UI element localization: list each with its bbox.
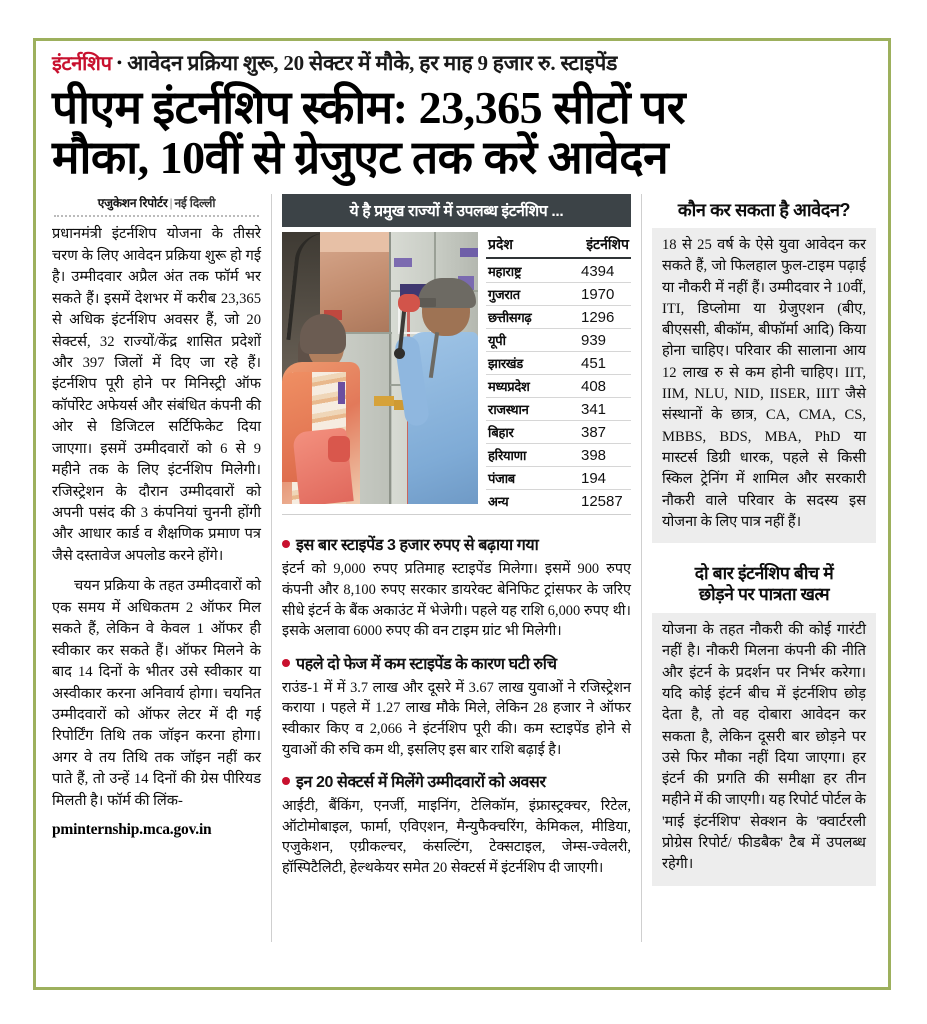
bullet-section [282,652,631,760]
table-row [486,306,631,329]
table-row [486,398,631,421]
dropout-panel-body: योजना के तहत नौकरी की कोई गारंटी नहीं है। नौकरी मिलना कंपनी की नीति और इंटर्न के प्रदर्शन पर निर्भर करेगा। यदि कोई इंटर्न बीच में इंटर्नशिप छोड़ देता है, तो वह दोबारा आवेदन कर सकता है, लेकिन दूसरी बार छोड़ने पर उसे फिर मौका नहीं दिया जाएगा। हर इंटर्न की प्रगति की समीक्षा हर तीन महीने में की जाएगी। यह रिपोर्ट पोर्टल के 'माई इंटर्नशिप' सेक्शन के 'क्वार्टरली प्रोग्रेस रिपोर्ट/ फीडबैक' टैब में उपलब्ध रहेगी। [662,622,866,873]
column-header-count: इंटर्नशिप [586,236,629,253]
bullet-body: आईटी, बैंकिंग, एनर्जी, माइनिंग, टेलिकॉम, इंफ्रास्ट्रक्चर, रिटेल, ऑटोमोबाइल, फार्मा, एविएशन, मैन्युफैक्चरिंग, केमिकल, मीडिया, एजुकेशन, एग्रीकल्चर, कंसल्टिंग, टेक्सटाइल, जेम्स-ज्वेलरी, हॉस्पिटैलिटी, हेल्थकेयर समेत 20 सेक्टर्स में इंटर्नशिप दी जाएगी। [282,798,631,876]
table-row [486,467,631,490]
kicker-text: आवेदन प्रक्रिया शुरू, 20 सेक्टर में मौके, हर माह 9 हजार रु. स्टाइपेंड [127,51,618,75]
byline [52,194,261,211]
table-banner-title: ये है प्रमुख राज्यों में उपलब्ध इंटर्नशिप ... [282,194,631,227]
state-internship-table [486,232,631,512]
eligibility-panel-body: 18 से 25 वर्ष के ऐसे युवा आवेदन कर सकते हैं, जो फिलहाल फुल-टाइम पढ़ाई या नौकरी में नहीं हैं। उम्मीदवार ने 10वीं, ITI, डिप्लोमा या ग्रेजुएशन (बीए, बीएससी, बीकॉम, बीफॉर्मा आदि) किया होना चाहिए। परिवार की सालाना आय 12 लाख रु से कम होनी चाहिए। IIT, IIM, NLU, NID, IISER, IIIT जैसे संस्थानों के छात्र, CA, CMA, CS, MBBS, BDS, MBA, PhD या मास्टर्स डिग्री धारक, पहले से किसी स्किल ट्रेनिंग में शामिल और सरकारी नौकरी वाले परिवार के सदस्य इस योजना के लिए पात्र नहीं हैं। [662,236,866,530]
cell-count: 408 [581,378,607,396]
headline-line-2: मौका, 10वीं से ग्रेजुएट तक करें आवेदन [52,131,669,183]
bullet-section [282,770,631,878]
byline-place: नई दिल्ली [174,196,216,211]
dropout-heading-line-1: दो बार इंटर्नशिप बीच में [694,563,834,584]
cell-state: गुजरात [488,287,520,303]
cell-count: 939 [581,332,607,350]
article-photo [282,232,478,504]
cell-state: यूपी [488,333,506,349]
kicker-line [46,47,878,77]
bullet-section [282,533,631,641]
table-row [486,490,631,512]
left-column [46,194,272,942]
bullet-dot-icon [282,540,290,548]
column-header-state: प्रदेश [488,236,513,253]
table-row [486,444,631,467]
cell-count: 341 [581,401,607,419]
cell-count: 4394 [581,263,615,281]
panel-spacer [652,543,876,555]
byline-author: एजुकेशन रिपोर्टर [97,196,168,211]
byline-separator: | [169,196,173,211]
bullet-heading [282,533,631,555]
bullet-body: राउंड-1 में में 3.7 लाख और दूसरे में 3.67 लाख युवाओं ने रजिस्ट्रेशन कराया । पहले में 1.27 लाख मौके मिले, लेकिन 28 हजार ने ऑफर स्वीकार किए व 2,066 ने इंटर्नशिप पूरी की। कम स्टाइपेंड होने से युवाओं की रुचि कम थी, इसलिए इस बार राशि बढ़ाई है। [282,679,631,758]
bullet-dot-icon [282,659,290,667]
cell-state: मध्यप्रदेश [488,379,530,395]
kicker-tag: इंटर्नशिप [52,53,112,75]
eligibility-panel [652,194,876,543]
eligibility-panel-heading: कौन कर सकता है आवेदन? [652,194,876,228]
cell-state: राजस्थान [488,402,529,418]
table-row [486,260,631,283]
middle-divider [282,514,631,515]
table-row [486,283,631,306]
dropout-panel [652,555,876,886]
cell-count: 194 [581,470,607,488]
table-row [486,421,631,444]
left-paragraph-2: चयन प्रक्रिया के तहत उम्मीदवारों को एक समय में अधिकतम 2 ऑफर मिल सकते हैं, लेकिन वे केवल 1 ऑफर ही स्वीकार कर सकते हैं। ऑफर मिलने के बाद 14 दिनों के भीतर उसे स्वीकार या अस्वीकार करना अनिवार्य होगा। चयनित उम्मीदवारों को ऑफर लेटर में दी गई रिपोर्टिंग तिथि तक जॉइन करना होगा। अगर वे तय तिथि तक जॉइन नहीं कर पाते हैं, तो उन्हें 14 दिनों की ग्रेस पीरियड मिलती है। फॉर्म की लिंक- [52,578,261,809]
table-header-row [486,234,631,259]
bullet-sections [282,523,631,878]
kicker-bullet-icon: • [116,55,123,72]
byline-divider [54,215,259,217]
right-column [642,194,878,942]
clipping-frame [33,38,891,990]
bullet-title: पहले दो फेज में कम स्टाइपेंड के कारण घटी रुचि [296,655,557,673]
cell-state: अन्य [488,494,509,510]
cell-count: 398 [581,447,607,465]
bullet-title: इन 20 सेक्टर्स में मिलेंगे उम्मीदवारों को अवसर [296,774,546,792]
cell-state: महाराष्ट्र [488,264,522,280]
cell-state: हरियाणा [488,448,527,464]
bullet-title: इस बार स्टाइपेंड 3 हजार रुपए से बढ़ाया गया [296,537,539,555]
cell-count: 387 [581,424,607,442]
article-columns [46,186,878,942]
cell-state: पंजाब [488,471,515,487]
bullet-heading [282,770,631,792]
form-link[interactable]: pminternship.mca.gov.in [52,821,212,839]
left-paragraph-1: प्रधानमंत्री इंटर्नशिप योजना के तीसरे चरण के लिए आवेदन प्रक्रिया शुरू हो गई है। उम्मीदवार अप्रैल अंत तक फॉर्म भर सकते हैं। इसमें देशभर में करीब 23,365 से अधिक इंटर्नशिप अवसर हैं, जो 20 सेक्टर्स, 32 राज्यों/केंद्र शासित प्रदेशों और 397 जिलों में दिए जा रहे हैं। इंटर्नशिप पूरी होने पर मिनिस्ट्री ऑफ कॉर्पोरेट अफेयर्स और संबंधित कंपनी की ओर से डिजिटल सर्टिफिकेट दिया जाएगा। इसमें उम्मीदवारों को 6 से 9 महीने तक के लिए इंटर्नशिप मिलेगी। रजिस्ट्रेशन के दौरान उम्मीदवारों को अपनी पसंद की 3 कंपनियां चुननी होंगी और आधार कार्ड व शैक्षणिक प्रमाण पत्र जैसे दस्तावेज अपलोड करने होंगे। [52,226,261,564]
headline-line-1: पीएम इंटर्नशिप स्कीम: 23,365 सीटों पर [52,82,686,133]
page-title [46,77,878,186]
bullet-body: इंटर्न को 9,000 रुपए प्रतिमाह स्टाइपेंड मिलेगा। इसमें 900 रुपए कंपनी और 8,100 रुपए सरकार डायरेक्ट बेनिफिट ट्रांसफर के जरिए सीधे इंटर्न के बैंक अकाउंट में भेजेगी। पहले यह राशि 6,000 रुपए थी। इसके अलावा 6000 रुपए की वन टाइम ग्रांट भी मिलेगी। [282,561,631,640]
bullet-dot-icon [282,777,290,785]
cell-count: 451 [581,355,607,373]
bullet-heading [282,652,631,674]
dropout-heading-line-2: छोड़ने पर पात्रता खत्म [698,584,830,605]
dropout-panel-heading [652,555,876,613]
photo-and-table [282,232,631,512]
table-row [486,329,631,352]
middle-column [272,194,642,942]
cell-state: छत्तीसगढ़ [488,310,532,326]
cell-count: 1296 [581,309,615,327]
cell-state: बिहार [488,425,514,441]
table-row [486,352,631,375]
cell-count: 1970 [581,286,615,304]
table-row [486,375,631,398]
cell-state: झारखंड [488,356,523,372]
cell-count: 12587 [581,493,623,511]
